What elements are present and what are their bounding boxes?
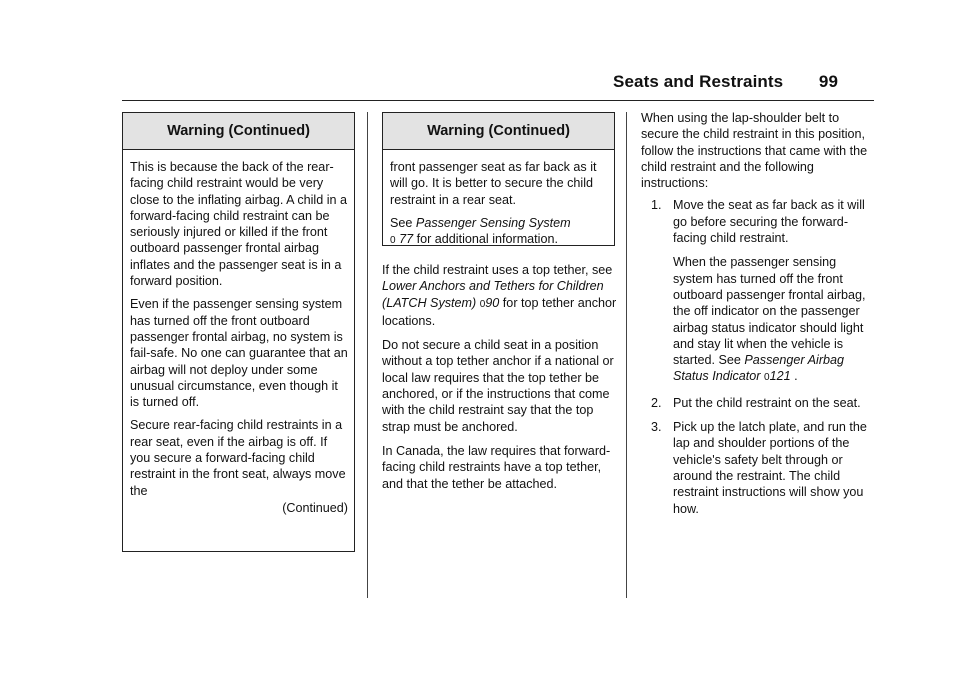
page-number: 99 [818, 72, 838, 91]
page-arrow-icon: 0 [479, 298, 486, 310]
page-arrow-icon: 0 [390, 235, 396, 247]
body-paragraph: When using the lap-shoulder belt to secure the child restraint in this position, follow the instructions that came with the child restraint and the following instructions: [641, 111, 868, 191]
cross-reference-link[interactable]: Passenger Sensing System [415, 215, 571, 230]
warning-body [123, 150, 354, 522]
section-title: Seats and Restraints [613, 72, 784, 91]
warning-box [382, 112, 615, 246]
warning-body [383, 150, 614, 255]
text-column-3 [641, 110, 877, 525]
warning-paragraph: Secure rear-facing child restraints in a rear seat, even if the airbag is off. If you secure a forward-facing child restraint in the front seat, always move the [130, 418, 346, 498]
list-item [641, 197, 877, 386]
warning-paragraph: This is because the back of the rear-facing child restraint would be very close to the inflating airbag. A child in a forward-facing child restraint can be seriously injured or killed if the front outboard passenger frontal airbag inflates and the passenger seat is in a forward position. [130, 160, 348, 289]
cross-reference-link[interactable]: Passenger Airbag Status Indicator [673, 353, 845, 384]
page-header-title [613, 72, 838, 92]
warning-title: Warning (Continued) [383, 113, 614, 150]
step-number: 1. [651, 198, 662, 213]
body-paragraph: If the child restraint uses a top tether, see Lower Anchors and Tethers for Children (LATCH System) 090 for top tether anchor locations. [382, 263, 617, 328]
warning-see-reference: See Passenger Sensing System 0 77 for additional information. [390, 215, 571, 247]
step-text: Pick up the latch plate, and run the lap and shoulder portions of the vehicle's safety belt through or around the restraint. The child restraint instructions will show you how. [673, 420, 867, 516]
page-reference[interactable]: 77 [399, 232, 414, 247]
step-text: Put the child restraint on the seat. [673, 395, 861, 410]
step-number: 2. [651, 395, 662, 410]
page-reference[interactable]: 90 [485, 295, 500, 310]
cross-reference-link[interactable]: Lower Anchors and Tethers for Children (LATCH System) [382, 279, 604, 310]
column-divider [626, 112, 627, 598]
page-reference[interactable]: 121 [769, 369, 791, 384]
continued-label: (Continued) [282, 500, 348, 515]
column-divider [367, 112, 368, 598]
warning-box [122, 112, 355, 552]
step-number: 3. [651, 420, 662, 435]
header-rule [122, 100, 874, 101]
body-paragraph: Do not secure a child seat in a position without a top tether anchor if a national or local law requires that the top tether be anchored, or if the instructions that come with the child restraint say that the top strap must be anchored. [382, 338, 614, 434]
instruction-list [641, 197, 877, 516]
step-text: Move the seat as far back as it will go before securing the forward-facing child restraint. [673, 198, 865, 246]
page-arrow-icon: 0 [764, 372, 770, 384]
body-paragraph: In Canada, the law requires that forward-facing child restraints have a top tether, and that the tether be attached. [382, 443, 611, 491]
step-detail: When the passenger sensing system has turned off the front outboard passenger frontal airbag, the off indicator on the passenger airbag status indicator should light and stay lit when the vehicle is started. See Passenger Airbag Status Indicator 0121 . [673, 255, 866, 384]
list-item [641, 419, 877, 517]
text-column-2 [382, 262, 618, 500]
list-item [641, 395, 877, 411]
warning-paragraph: front passenger seat as far back as it will go. It is better to secure the child restraint in a rear seat. [390, 160, 597, 207]
warning-paragraph: Even if the passenger sensing system has turned off the front outboard passenger frontal airbag, no system is fail-safe. No one can guarantee that an airbag will not deploy under some unusual circumstance, even though it is turned off. [130, 297, 348, 410]
warning-title: Warning (Continued) [123, 113, 354, 150]
